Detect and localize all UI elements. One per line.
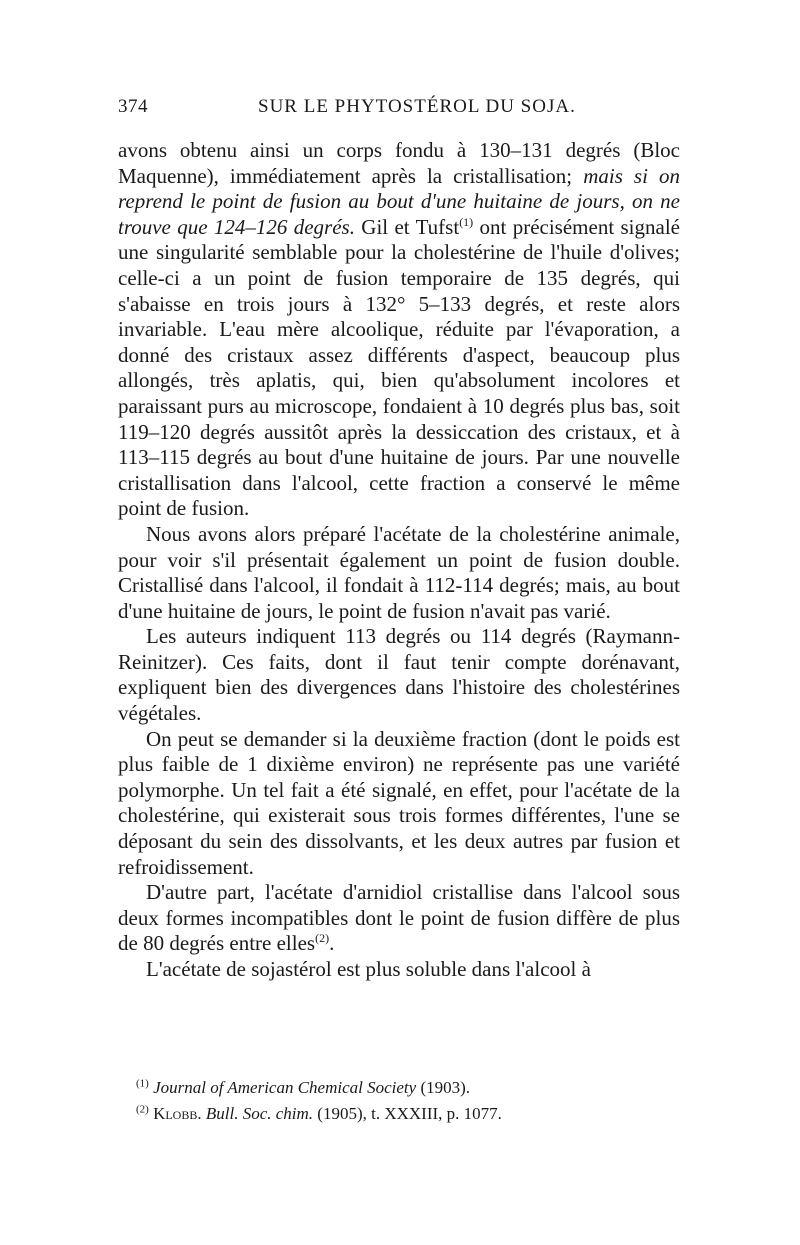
- footnotes: [118, 1075, 680, 1127]
- footnote-ref-2[interactable]: (2): [315, 931, 330, 946]
- footnote-1-journal: Journal of American Chemical Society: [153, 1078, 417, 1097]
- paragraph-1: [118, 138, 680, 522]
- footnote-1: [118, 1075, 680, 1101]
- footnote-1-mark: (1): [136, 1077, 149, 1090]
- p5-text-b: .: [329, 931, 335, 956]
- body-text: [118, 138, 680, 983]
- footnote-ref-1[interactable]: (1): [459, 214, 474, 229]
- p5-text-a: D'autre part, l'acétate d'arnidiol cristallise dans l'alcool sous deux formes incompatibles dont le point de fusion diffère de plus de 80 degrés entre elles: [118, 880, 680, 956]
- footnote-2-mark: (2): [136, 1103, 149, 1116]
- page-header: [118, 96, 682, 126]
- paragraph-6: L'acétate de sojastérol est plus soluble dans l'alcool à: [146, 957, 591, 981]
- paragraph-3: Les auteurs indiquent 113 degrés ou 114 degrés (Raymann-Reinitzer). Ces faits, dont il faut tenir compte dorénavant, expliquent bien des divergences dans l'histoire des cholestérines végétales.: [118, 624, 680, 726]
- footnote-2-author: Klobb.: [153, 1104, 202, 1123]
- p1-text-c: Gil et Tufst: [354, 214, 460, 239]
- running-title: SUR LE PHYTOSTÉROL DU SOJA.: [258, 96, 576, 117]
- page-number: 374: [118, 96, 148, 117]
- footnote-2-rest: (1905), t. XXXIII, p. 1077.: [313, 1104, 502, 1123]
- paragraph-4: On peut se demander si la deuxième fraction (dont le poids est plus faible de 1 dixième environ) ne représente pas une variété polymorphe. Un tel fait a été signalé, en effet, pour l'acétate de la cholestérine, qui existerait sous trois formes différentes, l'une se déposant du sein des dissolvants, et les deux autres par fusion et refroidissement.: [118, 726, 680, 879]
- p1-text-d: ont précisément signalé une singularité semblable pour la cholestérine de l'huile d'olives; celle-ci a un point de fusion temporaire de 135 degrés, qui s'abaisse en trois jours à 132° 5–133 degrés, et reste alors invariable. L'eau mère alcoolique, réduite par l'évaporation, a donné des cristaux assez différents d'aspect, beaucoup plus allongés, très aplatis, qui, bien qu'absolument incolores et paraissant purs au microscope, fondaient à 10 degrés plus bas, soit 119–120 degrés aussitôt après la dessiccation des cristaux, et à 113–115 degrés au bout d'une huitaine de jours. Par une nouvelle cristallisation dans l'alcool, cette fraction a conservé le même point de fusion.: [118, 214, 680, 521]
- footnote-2-journal: Bull. Soc. chim.: [201, 1104, 314, 1123]
- paragraph-2: Nous avons alors préparé l'acétate de la cholestérine animale, pour voir s'il présentait également un point de fusion double. Cristallisé dans l'alcool, il fondait à 112-114 degrés; mais, au bout d'une huitaine de jours, le point de fusion n'avait pas varié.: [118, 521, 680, 623]
- p1-italic-text: mais si on reprend le point de fusion au bout d'une huitaine de jours, on ne trouve que 124–126 degrés.: [118, 163, 680, 239]
- footnote-1-rest: (1903).: [416, 1078, 471, 1097]
- p1-text-a: avons obtenu ainsi un corps fondu à 130–131 degrés (Bloc Maquenne), immédiatement après la cristallisation;: [118, 138, 680, 188]
- footnote-2: [118, 1101, 680, 1127]
- paragraph-5: [118, 880, 680, 957]
